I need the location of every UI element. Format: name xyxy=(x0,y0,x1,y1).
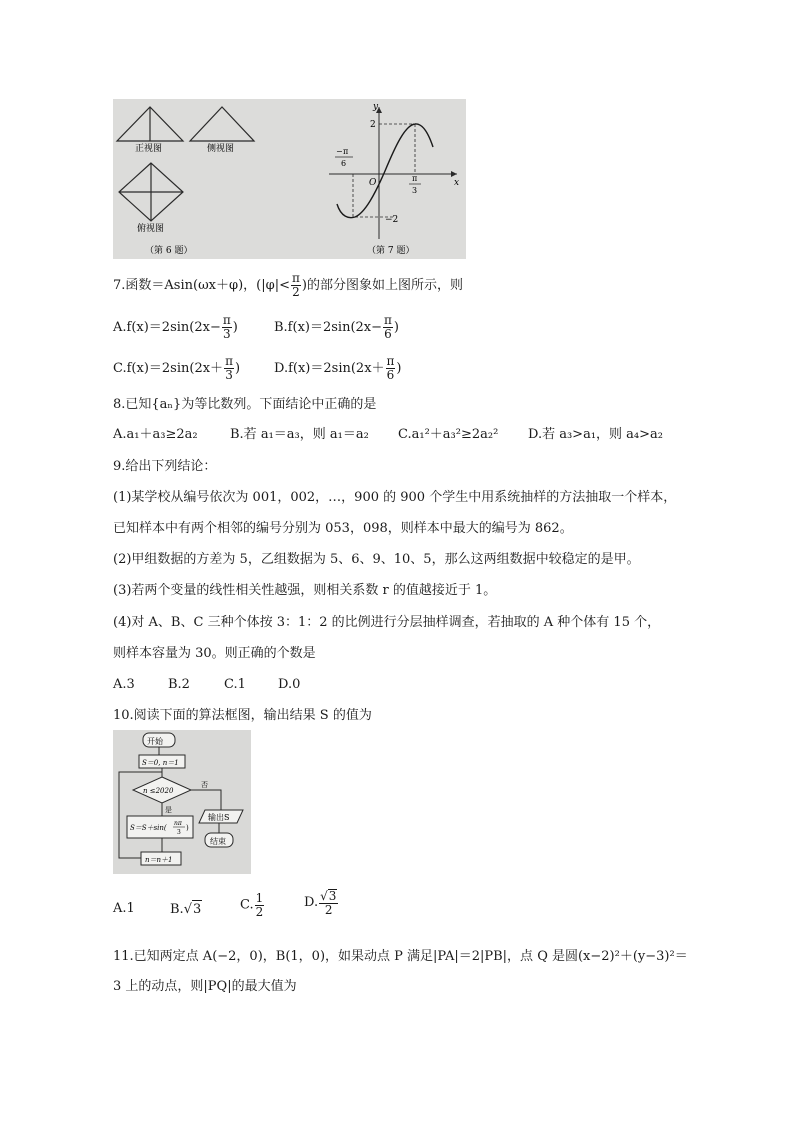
flow-body-num: nπ xyxy=(174,820,182,827)
q7-option-d[interactable]: D.f(x)＝2sin(2x＋ $\frac{\pi}{6}$ ) xyxy=(274,354,402,382)
q8-stem: 8.已知{aₙ}为等比数列。下面结论中正确的是 xyxy=(113,397,377,412)
graph-y-label: y xyxy=(373,102,379,112)
q9-statement-1b: 已知样本中有两个相邻的编号分别为 053，098，则样本中最大的编号为 862。 xyxy=(113,521,573,536)
q9-statement-4a: (4)对 A、B、C 三种个体按 3：1：2 的比例进行分层抽样调查，若抽取的 A 种个体有 15 个， xyxy=(113,615,661,630)
q7-option-b[interactable]: B.f(x)＝2sin(2x− $\frac{\pi}{6}$ ) xyxy=(274,313,399,341)
flow-output-text: 输出S xyxy=(208,813,230,822)
q8-option-c[interactable]: C.a₁²＋a₃²≥2a₂² xyxy=(398,427,499,442)
flow-cond-text: n ≤2020 xyxy=(143,787,174,795)
figure7-caption: （第 7 题） xyxy=(367,246,415,256)
q10-option-c[interactable]: C. $\frac{1}{2}$ xyxy=(240,891,264,919)
flowchart-svg xyxy=(113,730,251,874)
graph-x-left-prefix: − xyxy=(336,147,343,156)
q7-stem: 7.函数＝Asin(ωx＋φ)，(|φ|< $\frac{\pi}{2}$ )的部分图象如上图所示，则 xyxy=(113,271,463,299)
flow-inc-text: n＝n＋1 xyxy=(145,856,173,864)
figure-photo-top xyxy=(113,99,466,259)
q8-option-d[interactable]: D.若 a₃>a₁，则 a₄>a₂ xyxy=(528,427,663,442)
flow-body-post: ) xyxy=(186,824,189,832)
q9-statement-3: (3)若两个变量的线性相关性越强，则相关系数 r 的值越接近于 1。 xyxy=(113,583,497,598)
q11-line-2: 3 上的动点，则|PQ|的最大值为 xyxy=(113,979,297,994)
sqrt-icon: √ xyxy=(183,902,192,917)
q7-option-a[interactable]: A.f(x)＝2sin(2x− $\frac{\pi}{3}$ ) xyxy=(113,313,238,341)
flow-yes-label: 是 xyxy=(165,806,172,814)
sqrt-icon: √ xyxy=(320,889,328,903)
graph-y-max: 2 xyxy=(370,120,376,130)
graph-x-label: x xyxy=(454,178,460,188)
q7-option-c[interactable]: C.f(x)＝2sin(2x＋ $\frac{\pi}{3}$ ) xyxy=(113,354,241,382)
flowchart-photo xyxy=(113,730,251,874)
q9-option-d[interactable]: D.0 xyxy=(278,677,301,692)
front-view-label: 正视图 xyxy=(135,144,163,154)
figure-top-svg xyxy=(113,99,466,259)
q9-stem: 9.给出下列结论： xyxy=(113,459,217,474)
q9-option-a[interactable]: A.3 xyxy=(113,677,135,692)
q8-option-b[interactable]: B.若 a₁＝a₃，则 a₁＝a₂ xyxy=(230,427,369,442)
side-view-diagram xyxy=(190,107,254,141)
flow-end-text: 结束 xyxy=(210,837,226,846)
graph-y-min: −2 xyxy=(385,215,399,225)
top-view-label: 俯视图 xyxy=(137,224,165,234)
q7-stem-fraction: $\frac{\pi}{2}$ xyxy=(292,271,300,299)
flow-body-den: 3 xyxy=(177,829,181,836)
flow-body-pre: S＝S＋sin( xyxy=(130,824,167,832)
graph-x-left-den: 6 xyxy=(341,159,347,168)
top-view-diagram xyxy=(119,163,183,221)
graph-origin: O xyxy=(369,178,377,188)
q9-statement-4b: 则样本容量为 30。则正确的个数是 xyxy=(113,646,316,661)
q8-option-a[interactable]: A.a₁＋a₃≥2a₂ xyxy=(113,427,198,442)
flow-start-text: 开始 xyxy=(147,737,163,746)
flow-init-text: S＝0, n＝1 xyxy=(142,759,179,767)
front-view-diagram xyxy=(117,107,183,141)
graph-x-right-den: 3 xyxy=(412,186,418,195)
graph-x-left-num: π xyxy=(343,147,349,156)
q9-statement-2: (2)甲组数据的方差为 5，乙组数据为 5、6、9、10、5，那么这两组数据中较稳定的是甲。 xyxy=(113,552,640,567)
side-view-label: 侧视图 xyxy=(207,144,235,154)
flow-no-label: 否 xyxy=(201,781,208,789)
q10-stem: 10.阅读下面的算法框图，输出结果 S 的值为 xyxy=(113,708,372,723)
q9-option-b[interactable]: B.2 xyxy=(168,677,190,692)
q10-option-d[interactable]: D. $\frac{√3}{2}$ xyxy=(304,889,337,917)
q11-line-1: 11.已知两定点 A(−2，0)，B(1，0)，如果动点 P 满足|PA|＝2|PB|，点 Q 是圆(x−2)²＋(y−3)²＝ xyxy=(113,949,688,964)
q9-statement-1a: (1)某学校从编号依次为 001，002，…，900 的 900 个学生中用系统抽样的方法抽取一个样本， xyxy=(113,490,677,505)
figure6-caption: （第 6 题） xyxy=(145,246,193,256)
q10-option-a[interactable]: A.1 xyxy=(113,901,135,916)
q9-option-c[interactable]: C.1 xyxy=(224,677,246,692)
q10-option-b[interactable]: B.√3 xyxy=(170,902,202,917)
graph-x-right-num: π xyxy=(412,174,418,183)
